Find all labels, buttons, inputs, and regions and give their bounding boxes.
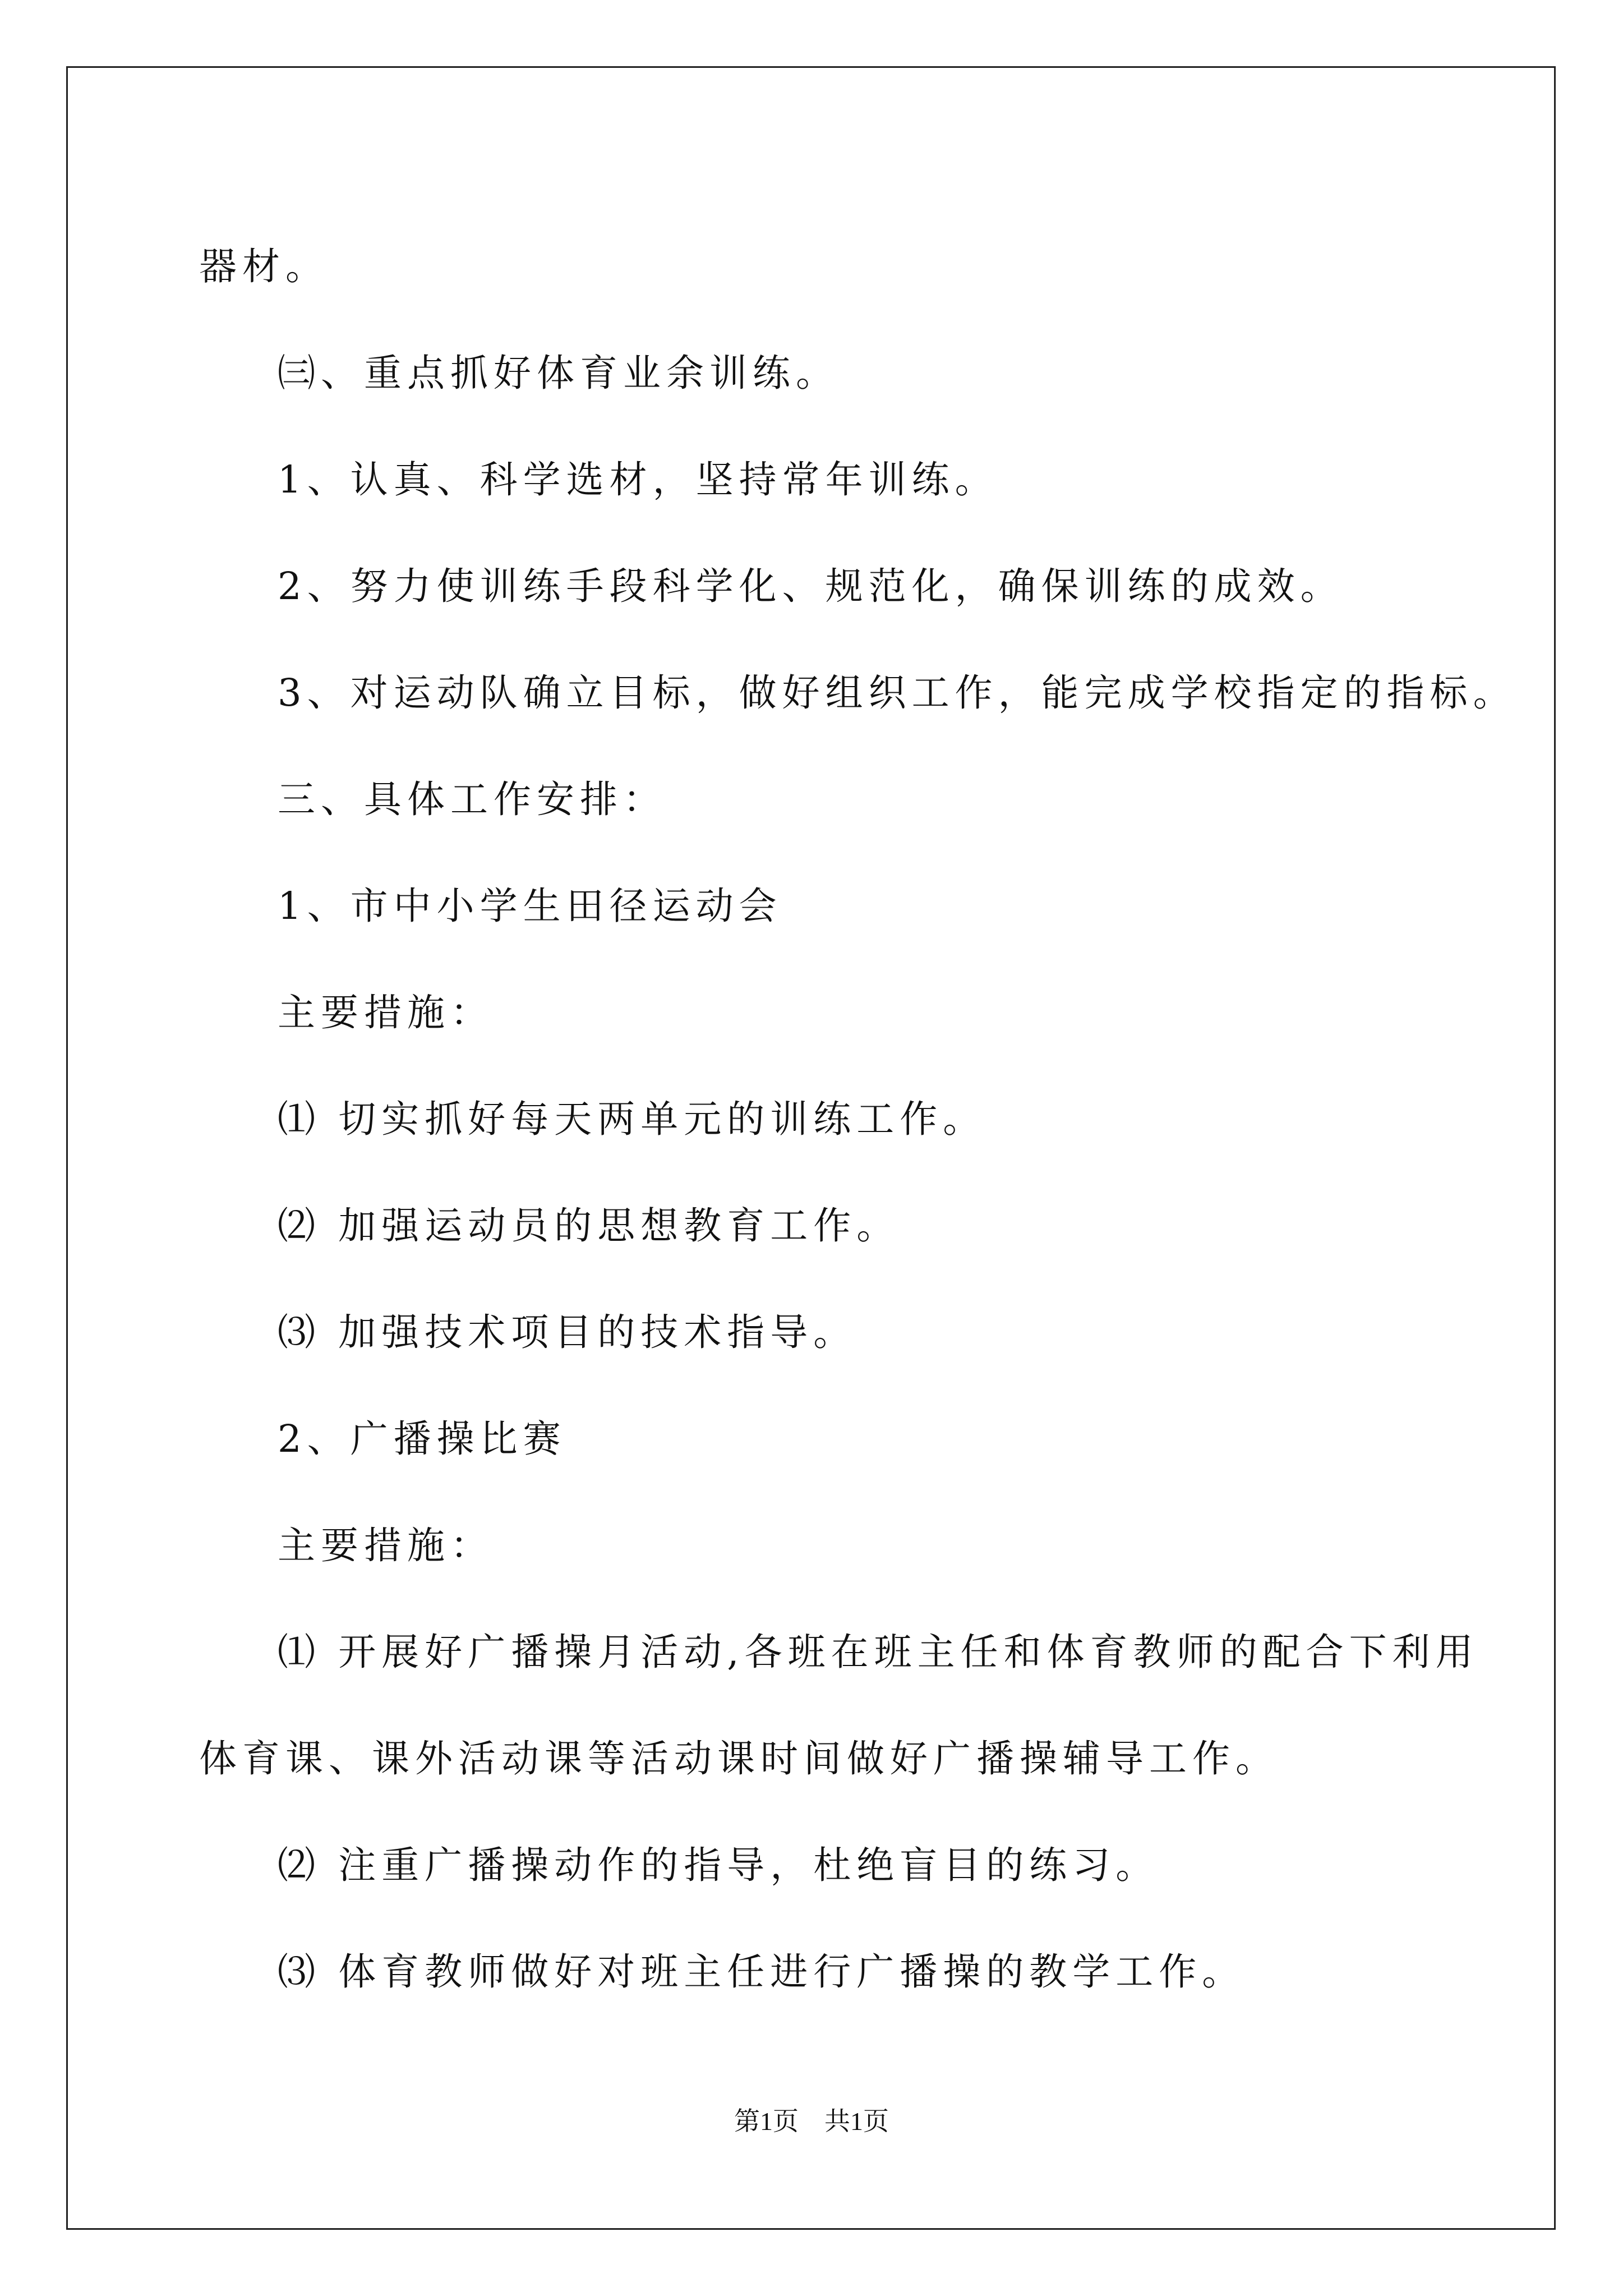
section-heading-training: ㈢、重点抓好体育业余训练。 bbox=[278, 351, 839, 395]
list-item: 2、努力使训练手段科学化、规范化，确保训练的成效。 bbox=[278, 564, 1344, 608]
list-item-continuation: 体育课、课外活动课等活动课时间做好广播操辅导工作。 bbox=[199, 1737, 1279, 1780]
measures-heading: 主要措施： bbox=[278, 1524, 494, 1567]
list-item: ⑵ 注重广播操动作的指导，杜绝盲目的练习。 bbox=[278, 1843, 1159, 1887]
list-item: 2、广播操比赛 bbox=[278, 1417, 566, 1461]
list-item: ⑴ 切实抓好每天两单元的训练工作。 bbox=[278, 1097, 986, 1141]
document-body bbox=[199, 213, 1516, 2025]
list-item: 1、市中小学生田径运动会 bbox=[278, 884, 782, 928]
paragraph-equipment: 器材。 bbox=[199, 245, 329, 288]
list-item: ⑶ 体育教师做好对班主任进行广播操的教学工作。 bbox=[278, 1950, 1246, 1994]
list-item: ⑶ 加强技术项目的技术指导。 bbox=[278, 1310, 857, 1354]
measures-heading: 主要措施： bbox=[278, 991, 494, 1034]
section-heading-arrangement: 三、具体工作安排： bbox=[278, 777, 666, 821]
list-item: ⑵ 加强运动员的思想教育工作。 bbox=[278, 1204, 900, 1248]
list-item: 3、对运动队确立目标，做好组织工作，能完成学校指定的指标。 bbox=[278, 671, 1516, 715]
page-number-footer: 第1页 共1页 bbox=[734, 2107, 889, 2136]
list-item: 1、认真、科学选材，坚持常年训练。 bbox=[278, 458, 998, 501]
list-item: ⑴ 开展好广播操月活动,各班在班主任和体育教师的配合下利用 bbox=[278, 1630, 1479, 1674]
